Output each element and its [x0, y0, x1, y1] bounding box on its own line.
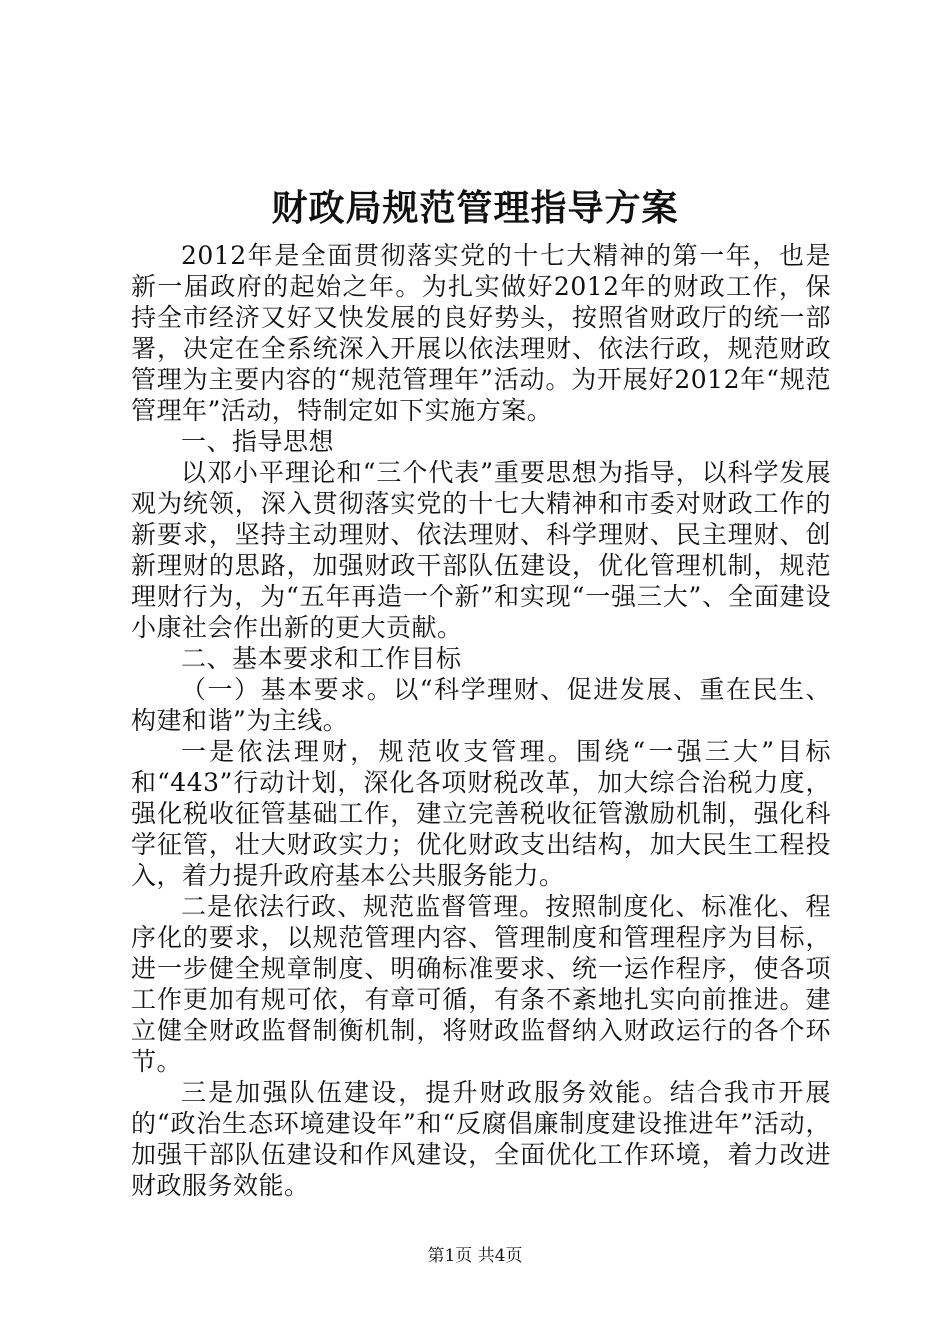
section-heading-requirements-goals: 二、基本要求和工作目标: [181, 644, 462, 673]
section-heading-guiding-ideology: 一、指导思想: [181, 427, 335, 456]
paragraph-point-two: 二是依法行政、规范监督管理。按照制度化、标准化、程序化的要求，以规范管理内容、管理制度和管理程序为目标，进一步健全规章制度、明确标准要求、统一运作程序，使各项工作更加有规可依，有章可循，有条不紊地扎实向前推进。建立健全财政监督制衡机制，将财政监督纳入财政运行的各个环节。: [131, 892, 831, 1076]
paragraph-point-three: 三是加强队伍建设，提升财政服务效能。结合我市开展的“政治生态环境建设年”和“反腐倡廉制度建设推进年”活动，加强干部队伍建设和作风建设，全面优化工作环境，着力改进财政服务效能。: [131, 1078, 831, 1200]
paragraph-intro: 2012年是全面贯彻落实党的十七大精神的第一年，也是新一届政府的起始之年。为扎实做好2012年的财政工作，保持全市经济又好又快发展的良好势头，按照省财政厅的统一部署，决定在全系统深入开展以依法理财、依法行政，规范财政管理为主要内容的“规范管理年”活动。为开展好2012年“规范管理年”活动，特制定如下实施方案。: [131, 241, 831, 425]
paragraph-guiding-ideology: 以邓小平理论和“三个代表”重要思想为指导，以科学发展观为统领，深入贯彻落实党的十七大精神和市委对财政工作的新要求，坚持主动理财、依法理财、科学理财、民主理财、创新理财的思路，加强财政干部队伍建设，优化管理机制，规范理财行为，为“五年再造一个新”和实现“一强三大”、全面建设小康社会作出新的更大贡献。: [131, 458, 831, 642]
paragraph-basic-requirements: （一）基本要求。以“科学理财、促进发展、重在民生、构建和谐”为主线。: [131, 675, 831, 735]
document-body: [131, 240, 831, 1201]
document-title: 财政局规范管理指导方案: [271, 187, 679, 229]
page-number-footer: 第1页 共4页: [427, 1246, 523, 1266]
paragraph-point-one: 一是依法理财，规范收支管理。围绕“一强三大”目标和“443”行动计划，深化各项财税改革，加大综合治税力度，强化税收征管基础工作，建立完善税收征管激励机制，强化科学征管，壮大财政实力；优化财政支出结构，加大民生工程投入，着力提升政府基本公共服务能力。: [131, 737, 831, 890]
